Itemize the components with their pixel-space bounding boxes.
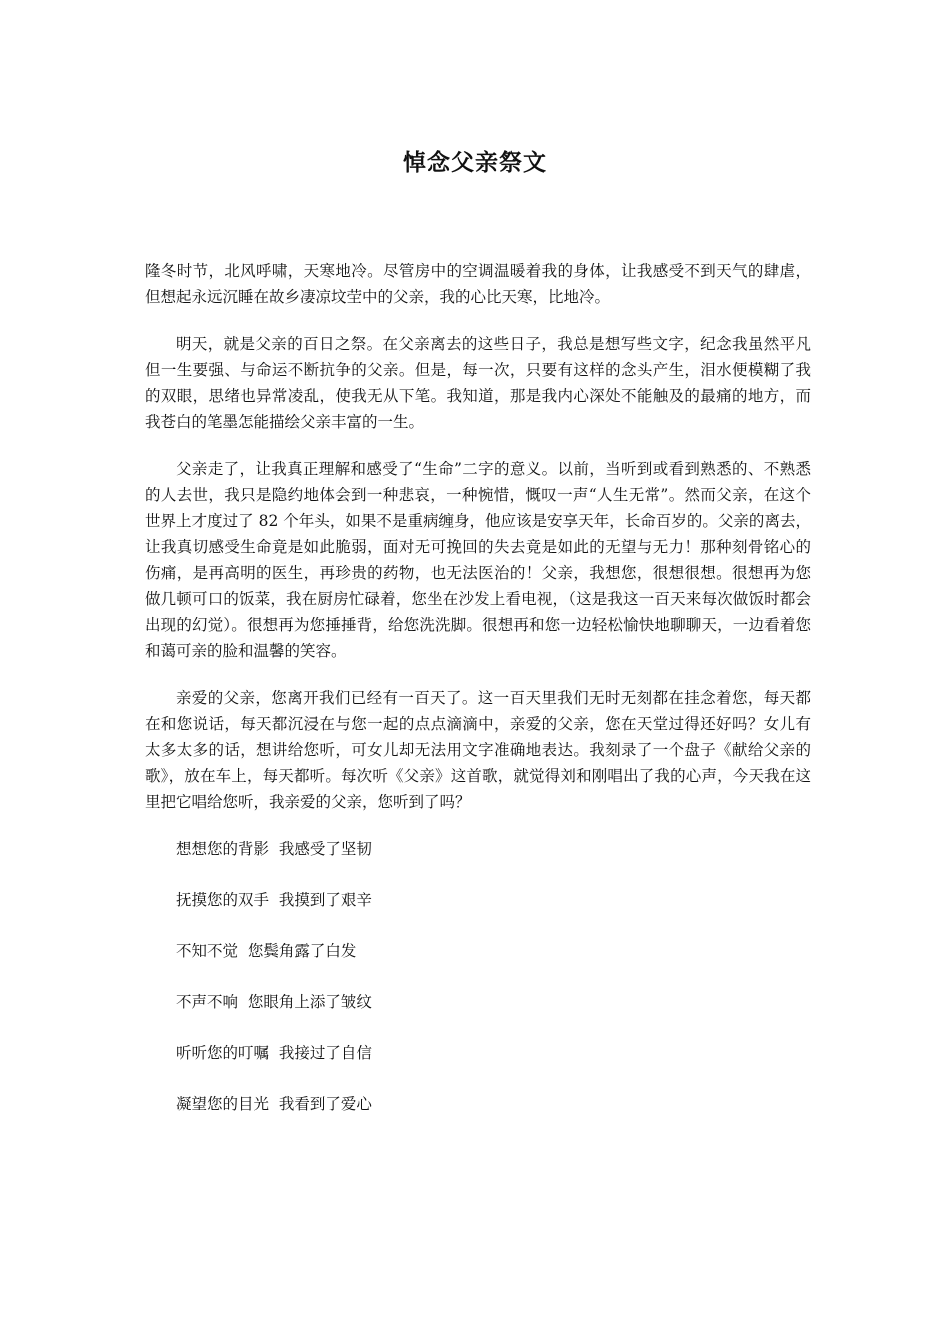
lyric-line: 听听您的叮嘱 我接过了自信	[176, 1044, 372, 1062]
paragraph-meaning-of-life: 父亲走了，让我真正理解和感受了“生命”二字的意义。以前，当听到或看到熟悉的、不熟悉的人去世，我只是隐约地体会到一种悲哀，一种惋惜，慨叹一声“人生无常”。然而父亲，在这个世界上才度过了 82 个年头，如果不是重病缠身，他应该是安享天年，长命百岁的。父亲的离去，让我真切感受生命竟是如此脆弱，面对无可挽回的失去竟是如此的无望与无力！那种刻骨铭心的伤痛，是再高明的医生，再珍贵的药物，也无法医治的！父亲，我想您，很想很想。很想再为您做几顿可口的饭菜，我在厨房忙碌着，您坐在沙发上看电视，（这是我这一百天来每次做饭时都会出现的幻觉）。很想再为您捶捶背，给您洗洗脚。很想再和您一边轻松愉快地聊聊天，一边看着您和蔼可亲的脸和温馨的笑容。	[145, 460, 811, 660]
paragraph-dear-father: 亲爱的父亲，您离开我们已经有一百天了。这一百天里我们无时无刻都在挂念着您，每天都在和您说话，每天都沉浸在与您一起的点点滴滴中，亲爱的父亲，您在天堂过得还好吗？女儿有太多太多的话，想讲给您听，可女儿却无法用文字准确地表达。我刻录了一个盘子《献给父亲的歌》，放在车上，每天都听。每次听《父亲》这首歌，就觉得刘和刚唱出了我的心声，今天我在这里把它唱给您听，我亲爱的父亲，您听到了吗？	[145, 689, 811, 811]
lyric-line: 凝望您的目光 我看到了爱心	[176, 1095, 372, 1113]
song-lyrics	[145, 836, 811, 1117]
lyric-line: 抚摸您的双手 我摸到了艰辛	[176, 891, 372, 909]
lyric-line: 不知不觉 您鬓角露了白发	[176, 942, 357, 960]
lyric-line: 想想您的背影 我感受了坚韧	[176, 840, 372, 858]
paragraph-hundred-day: 明天，就是父亲的百日之祭。在父亲离去的这些日子，我总是想写些文字，纪念我虽然平凡但一生要强、与命运不断抗争的父亲。但是，每一次，只要有这样的念头产生，泪水便模糊了我的双眼，思绪也异常凌乱，使我无从下笔。我知道，那是我内心深处不能触及的最痛的地方，而我苍白的笔墨怎能描绘父亲丰富的一生。	[145, 335, 811, 431]
lyric-line: 不声不响 您眼角上添了皱纹	[176, 993, 372, 1011]
document-body	[145, 258, 811, 1142]
document-title: 悼念父亲祭文	[403, 150, 547, 176]
paragraph-intro: 隆冬时节，北风呼啸，天寒地冷。尽管房中的空调温暖着我的身体，让我感受不到天气的肆虐，但想起永远沉睡在故乡凄凉坟茔中的父亲，我的心比天寒，比地冷。	[145, 262, 811, 306]
